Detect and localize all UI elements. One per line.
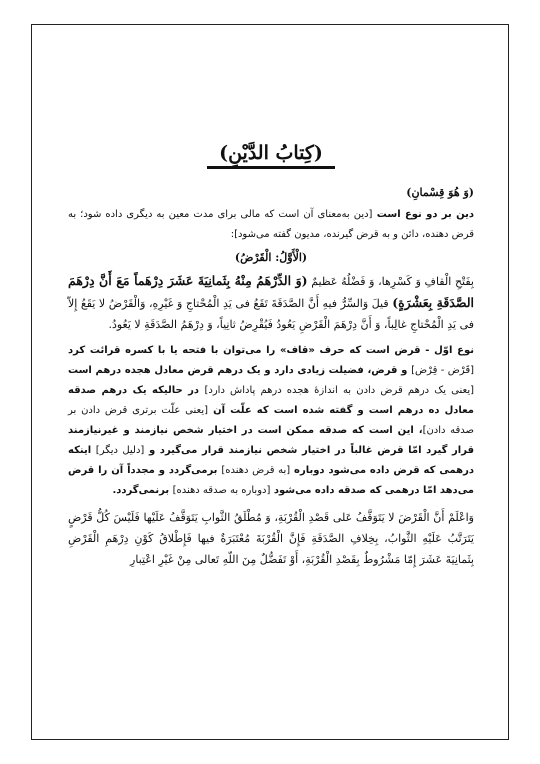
text-run: [دین به‌معنای آن است که مالی برای مدت معین به دیگری داده شود؛ به قرض دهنده، دائن و به قرض گیرنده، مدیون گفته می‌شود]: (68, 209, 474, 240)
arabic-paragraph-2: وَاعْلَمْ أَنَّ الْقَرْضَ لا یَتَوَقَّفُ عَلی قَصْدِ الْقُرْبَةِ، وَ مُطْلَقُ الثَّوابِ یَتَوَقَّفُ عَلَیْها فَلَیْسَ کُلُّ قَرْضٍ یَتَرَتَّبُ عَلَیْهِ الثَّوابُ، بِخِلافِ الصَّدَقَةِ فَإِنَّ الْقُرْبَةَ مُعْتَبَرَةٌ فیها فَإِطْلاقُ کَوْنِ دِرْهَمِ الْقَرْضِ بِثَمانِیَةَ عَشَرَ إِمّا مَشْرُوطٌ بِقَصْدِ الْقُرْبَةِ، أَوْ تَفَضُّلٌ مِنَ اللّهِ تَعالی مِنْ غَیْرِ اعْتِبارِ (68, 511, 474, 566)
text-run: [یعنی یک درهم قرض دادن به اندازهٔ هجده درهم پاداش دارد] (204, 385, 474, 396)
arabic-paragraph-1 (68, 270, 474, 335)
text-run: [دوباره به صدقه دهنده] (172, 485, 271, 496)
text-run: [قَرْض - قِرْض] (411, 365, 475, 376)
bold-run: اینکه درهمی که قرض داده می‌شود دوباره (68, 445, 474, 476)
bold-run: (وَ الدِّرْهَمُ مِنْهُ بِثَمانِیَةَ عَشَرَ دِرْهَماً مَعَ أَنَّ دِرْهَمَ الصَّدَقَةِ بِعَشْرَةٍ) (68, 273, 474, 310)
bold-run: برنمی‌گردد. (112, 485, 173, 496)
bold-run: ، این است که صدقه ممکن است در اختیار شخص نیازمند و غیرنیازمند قرار گیرد امّا قرض غالباً در اختیار شخص نیازمند قرار می‌گیرد و (68, 425, 474, 456)
bold-run: برمی‌گردد و مجدداً آن را قرض می‌دهد امّا درهمی که صدقه داده می‌شود (68, 465, 474, 496)
text-run: بِفَتْحِ الْقافِ وَ کَسْرِها، وَ فَضْلُهُ عَظیمٌ (307, 275, 474, 288)
bold-run: نوع اوّل - قرض است که حرف «قاف» را می‌توان با فتحه یا با کسره قرائت کرد (68, 345, 474, 356)
text-run: [به قرض دهنده] (221, 465, 291, 476)
text-run: قیلَ وَالسِّرُّ فیهِ أَنَّ الصَّدَقَةَ تَقَعُ فی یَدِ الْمُحْتاجِ وَ غَیْرِهِ، وَالْقَرْضُ لا یَقَعُ إِلاّ فی یَدِ الْمُحْتاجِ غالِباً، وَ أَنَّ دِرْهَمَ الْقَرْضِ یَعُودُ فَیُقْرِضُ ثانِیاً، وَ دِرْهَمُ الصَّدَقَةِ لا یَعُودُ. (68, 297, 474, 331)
section-heading-qard: (الْأَوَّلُ: الْقَرْضُ) (234, 251, 308, 264)
persian-paragraph-1 (68, 205, 474, 245)
section-heading: (وَ هُوَ قِسْمانِ) (406, 186, 474, 199)
chapter-title: (کِتابُ الدَّیْنِ) (68, 142, 474, 164)
bold-run: دین بر دو نوع است (372, 209, 474, 220)
page-content (68, 142, 474, 576)
bold-run: در حالیکه یک درهم صدقه معادل ده درهم است و گفته شده است که علّت آن (68, 385, 475, 416)
persian-paragraph-2 (68, 341, 474, 501)
text-run: [یعنی علّت برتری قرض دادن بر صدقه دادن] (68, 405, 475, 436)
text-run: [دلیل دیگر] (95, 445, 145, 456)
bold-run: و قرض، فضیلت زیادی دارد و یک درهم قرض معادل هجده درهم است (68, 365, 412, 376)
